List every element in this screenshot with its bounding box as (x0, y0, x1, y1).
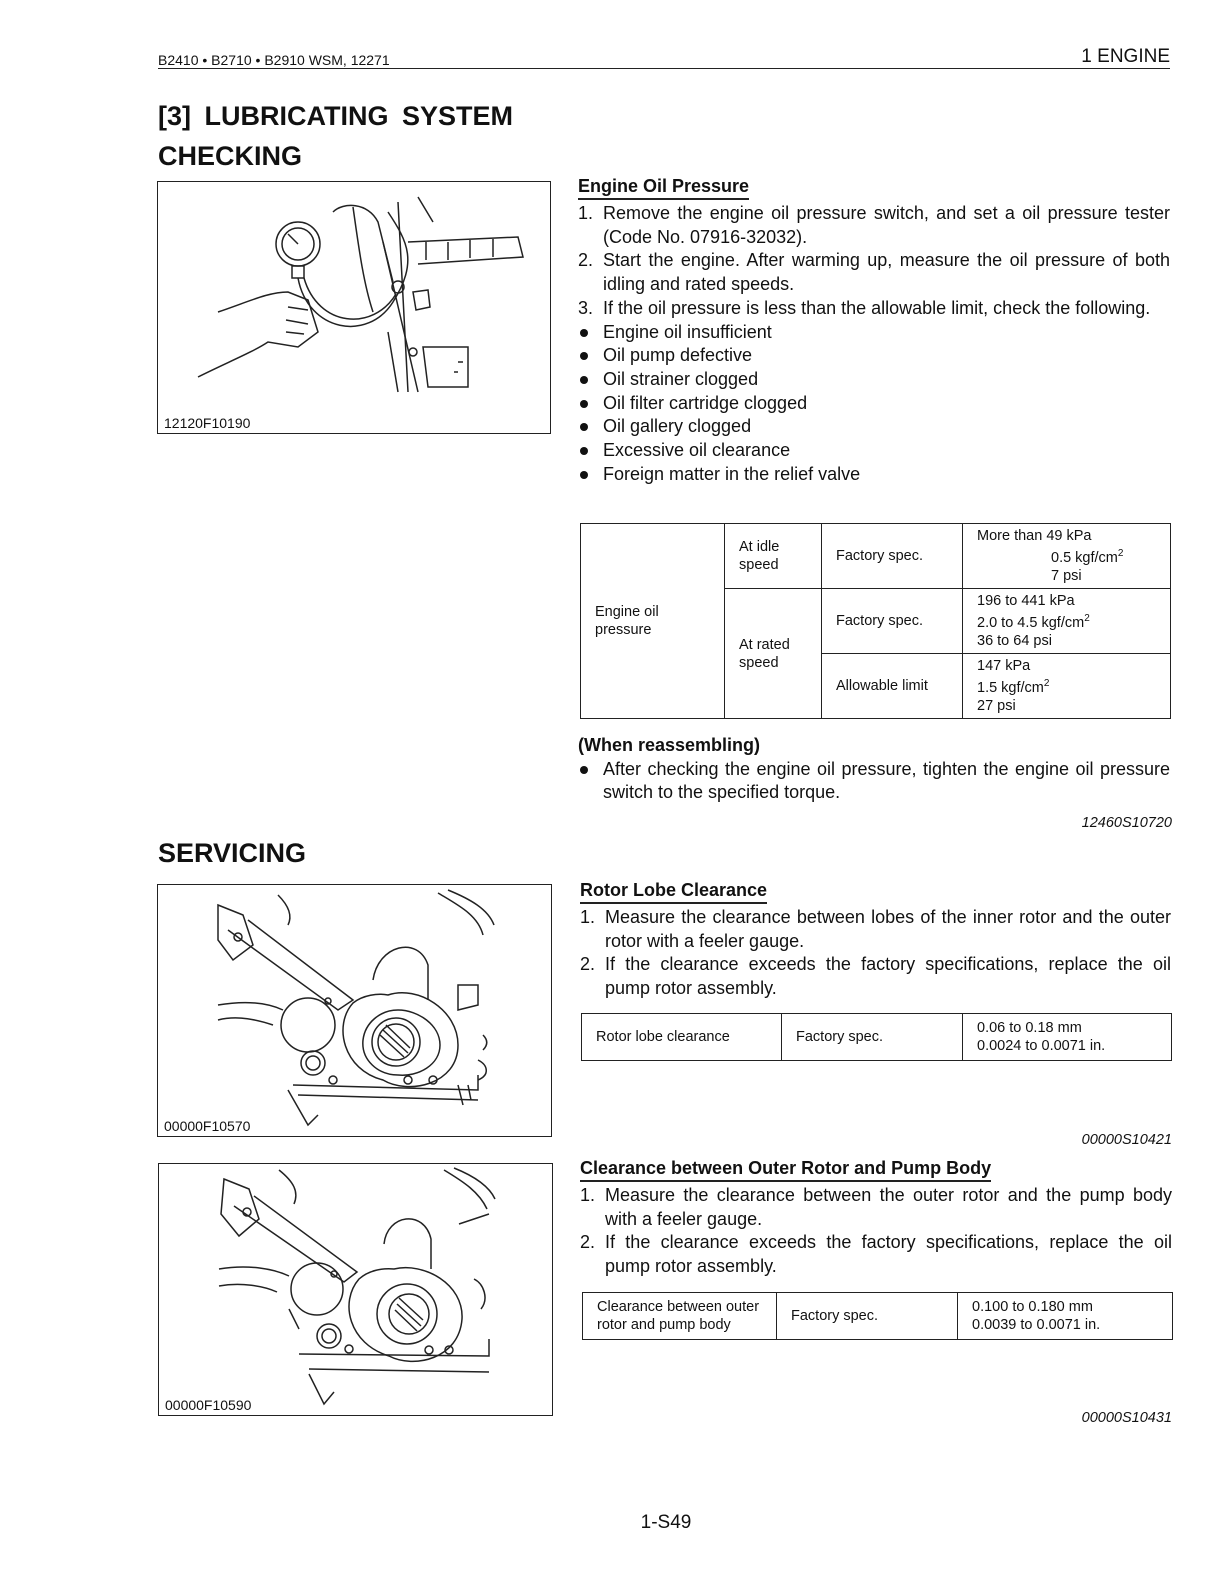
idle-values: More than 49 kPa 0.5 kgf/$cm^2$ 7 psi (963, 524, 1171, 589)
figure-oil-pressure-tester (157, 181, 551, 434)
oil-pressure-heading: Engine Oil Pressure (578, 176, 749, 200)
limit-values: 147 kPa 1.5 kgf/$cm^2$ 27 psi (963, 654, 1171, 719)
oil-pressure-tester-drawing (158, 182, 550, 433)
doc-code-outer-rotor: 00000S10431 (1081, 1410, 1172, 1426)
list-item: 2. If the clearance exceeds the factory specifications, replace the oil pump rotor assembly. (580, 954, 1171, 999)
list-item: Oil filter cartridge clogged (578, 392, 1170, 416)
spec-item: Rotor lobe clearance (582, 1014, 782, 1061)
header-models: B2410 • B2710 • B2910 WSM, 12271 (158, 52, 390, 68)
list-item: Oil gallery clogged (578, 415, 1170, 439)
idle-spec: Factory spec. (822, 524, 963, 589)
figure-outer-rotor (158, 1163, 553, 1416)
list-item: Oil pump defective (578, 344, 1170, 368)
rotor-lobe-steps (580, 906, 1171, 1001)
section-title-line1: [3] LUBRICATING SYSTEM (158, 101, 513, 131)
list-item: After checking the engine oil pressure, tighten the engine oil pressure switch to the specified torque. (578, 758, 1170, 805)
limit-label: Allowable limit (822, 654, 963, 719)
doc-code-rotor-lobe: 00000S10421 (1081, 1132, 1172, 1148)
list-item: Oil strainer clogged (578, 368, 1170, 392)
spec-type: Factory spec. (777, 1293, 958, 1340)
header-rule (158, 68, 1170, 69)
idle-label: At idle speed (725, 524, 822, 589)
figure-label: 12120F10190 (164, 415, 251, 431)
spec-item: Clearance between outer rotor and pump body (583, 1293, 777, 1340)
list-item: 3. If the oil pressure is less than the allowable limit, check the following. (578, 297, 1151, 318)
outer-rotor-drawing (159, 1164, 552, 1415)
spec-item: Engine oil pressure (581, 524, 725, 719)
header-chapter: 1 ENGINE (1081, 46, 1170, 67)
section-title-line2: CHECKING (158, 141, 303, 171)
figure-label: 00000F10590 (165, 1397, 252, 1413)
outer-rotor-spec-table (582, 1292, 1173, 1340)
rotor-lobe-spec-table (581, 1013, 1172, 1061)
rated-values: 196 to 441 kPa 2.0 to 4.5 kgf/$cm^2$ 36 to 64 psi (963, 589, 1171, 654)
servicing-title: SERVICING (158, 838, 307, 868)
spec-type: Factory spec. (782, 1014, 963, 1061)
rated-label: At rated speed (725, 589, 822, 719)
list-item: Excessive oil clearance (578, 439, 1170, 463)
outer-rotor-section (580, 1158, 1172, 1279)
spec-values: 0.06 to 0.18 mm 0.0024 to 0.0071 in. (963, 1014, 1172, 1061)
section-title (158, 96, 513, 176)
page-number: 1-S49 (640, 1512, 692, 1533)
figure-rotor-lobe (157, 884, 552, 1137)
rotor-lobe-drawing (158, 885, 551, 1136)
figure-label: 00000F10570 (164, 1118, 251, 1134)
list-item: 1. Measure the clearance between the outer rotor and the pump body with a feeler gauge. (580, 1185, 1172, 1229)
rated-spec: Factory spec. (822, 589, 963, 654)
list-item: Engine oil insufficient (578, 321, 1170, 345)
spec-values: 0.100 to 0.180 mm 0.0039 to 0.0071 in. (958, 1293, 1173, 1340)
oil-pressure-checks (578, 321, 1170, 487)
list-item: 2. If the clearance exceeds the factory specifications, replace the oil pump rotor assembly. (580, 1232, 1172, 1277)
oil-pressure-steps (578, 202, 1170, 321)
reassembly-heading: (When reassembling) (578, 735, 761, 755)
reassembly-note (578, 734, 1170, 805)
outer-rotor-heading: Clearance between Outer Rotor and Pump Body (580, 1158, 991, 1182)
doc-code-oil-pressure: 12460S10720 (1081, 815, 1172, 831)
rotor-lobe-section (580, 880, 1171, 1001)
list-item: Foreign matter in the relief valve (578, 463, 1170, 487)
oil-pressure-spec-table (580, 523, 1171, 719)
list-item: 1. Remove the engine oil pressure switch, and set a oil pressure tester (Code No. 07916-32032). (578, 203, 1170, 247)
oil-pressure-section (578, 176, 1170, 486)
outer-rotor-steps (580, 1184, 1172, 1279)
list-item: 1. Measure the clearance between lobes of the inner rotor and the outer rotor with a feeler gauge. (580, 907, 1171, 951)
list-item: 2. Start the engine. After warming up, measure the oil pressure of both idling and rated speeds. (578, 250, 1170, 295)
rotor-lobe-heading: Rotor Lobe Clearance (580, 880, 767, 904)
